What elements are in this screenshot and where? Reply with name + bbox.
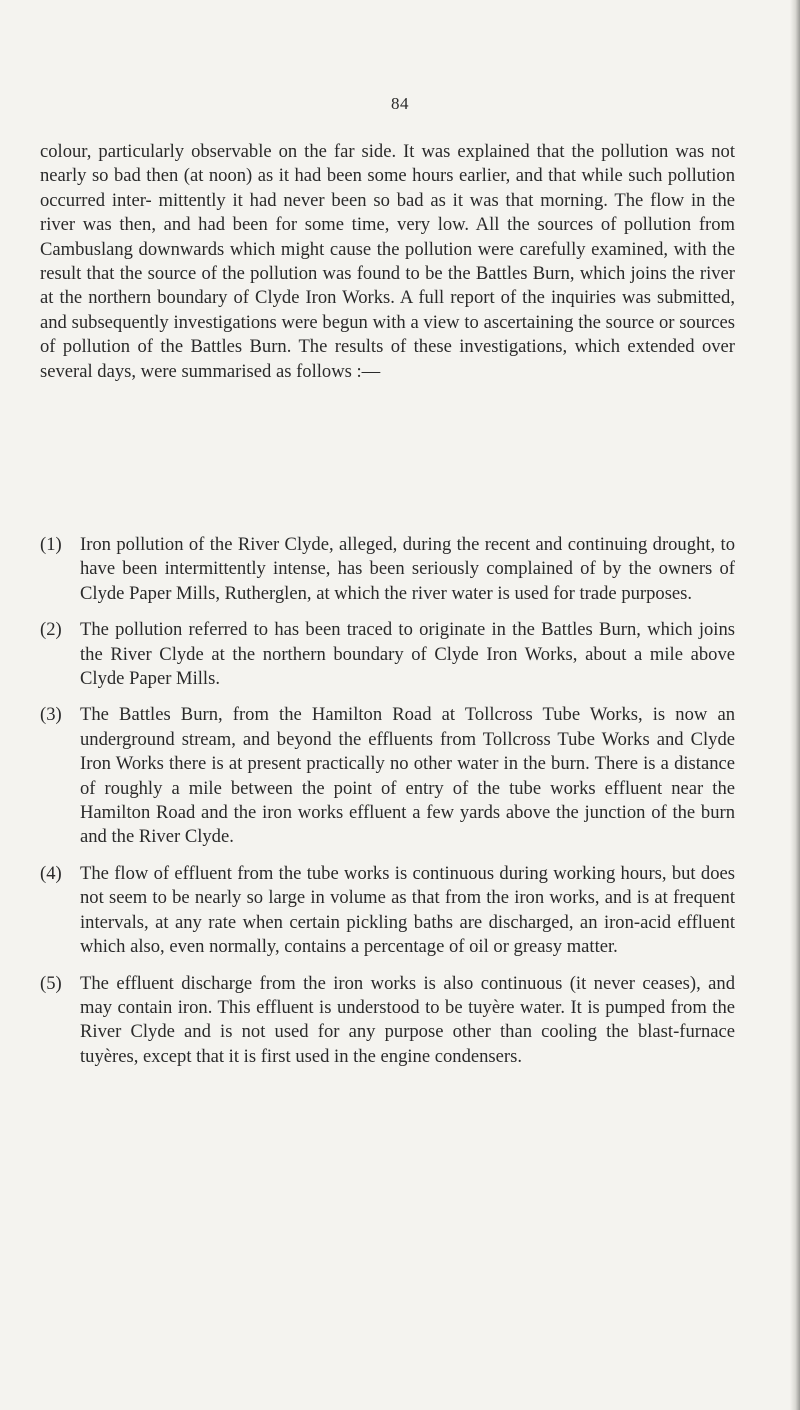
intro-paragraph: colour, particularly observable on the far side. It was explained that the pollution was not nearly so bad then (at noon) as it had been some hours earlier, and that while such pollution occurred inter- mittently it had never been so bad as it was that morning. The flow in the river was then, and had been for some time, very low. All the sources of pollution from Cambuslang downwards which might cause the pollution were carefully examined, with the result that the source of the pollution was found to be the Battles Burn, which joins the river at the northern boundary of Clyde Iron Works. A full report of the inquiries was submitted, and subsequently investigations were begun with a view to ascertaining the source or sources of pollution of the Battles Burn. The results of these investigations, which extended over several days, were summarised as follows :— (40, 141, 735, 382)
list-item (40, 972, 735, 1070)
list-item-number: (3) (40, 704, 62, 726)
list-item-text: The effluent discharge from the iron works is also continuous (it never ceases), and may contain iron. This effluent is understood to be tuyère water. It is pumped from the River Clyde and is not used for any purpose other than cooling the blast-furnace tuyères, except that it is first used in the engine condensers. (80, 972, 735, 1067)
list-item-text: Iron pollution of the River Clyde, alleged, during the recent and continuing drought, to have been intermittently intense, has been seriously complained of by the owners of Clyde Paper Mills, Rutherglen, at which the river water is used for trade purposes. (80, 534, 735, 604)
list-item-text: The pollution referred to has been traced to originate in the Battles Burn, which joins the River Clyde at the northern boundary of Clyde Iron Works, about a mile above Clyde Paper Mills. (80, 619, 735, 690)
list-item-number: (4) (40, 862, 62, 884)
list-item (40, 533, 735, 606)
list-item (40, 618, 735, 691)
list-item (40, 862, 735, 960)
list-item (40, 703, 735, 849)
list-item-text: The flow of effluent from the tube works is continuous during working hours, but does not seem to be nearly so large in volume as that from the iron works, and is at frequent intervals, at any rate when certain pickling baths are discharged, an iron-acid effluent which also, even normally, contains a percentage of oil or greasy matter. (80, 862, 735, 958)
list-item-number: (5) (40, 972, 62, 994)
list-item-number: (2) (40, 619, 62, 641)
list-item-text: The Battles Burn, from the Hamilton Road at Tollcross Tube Works, is now an underground stream, and beyond the effluents from Tollcross Tube Works and Clyde Iron Works there is at present practically no other water in the burn. There is a distance of roughly a mile between the point of entry of the tube works effluent near the Hamilton Road and the iron works effluent a few yards above the junction of the burn and the River Clyde. (80, 704, 735, 848)
page-edge-shadow (790, 0, 800, 1410)
findings-list (40, 533, 735, 1081)
list-item-number: (1) (40, 534, 62, 555)
page-number: 84 (391, 94, 409, 113)
